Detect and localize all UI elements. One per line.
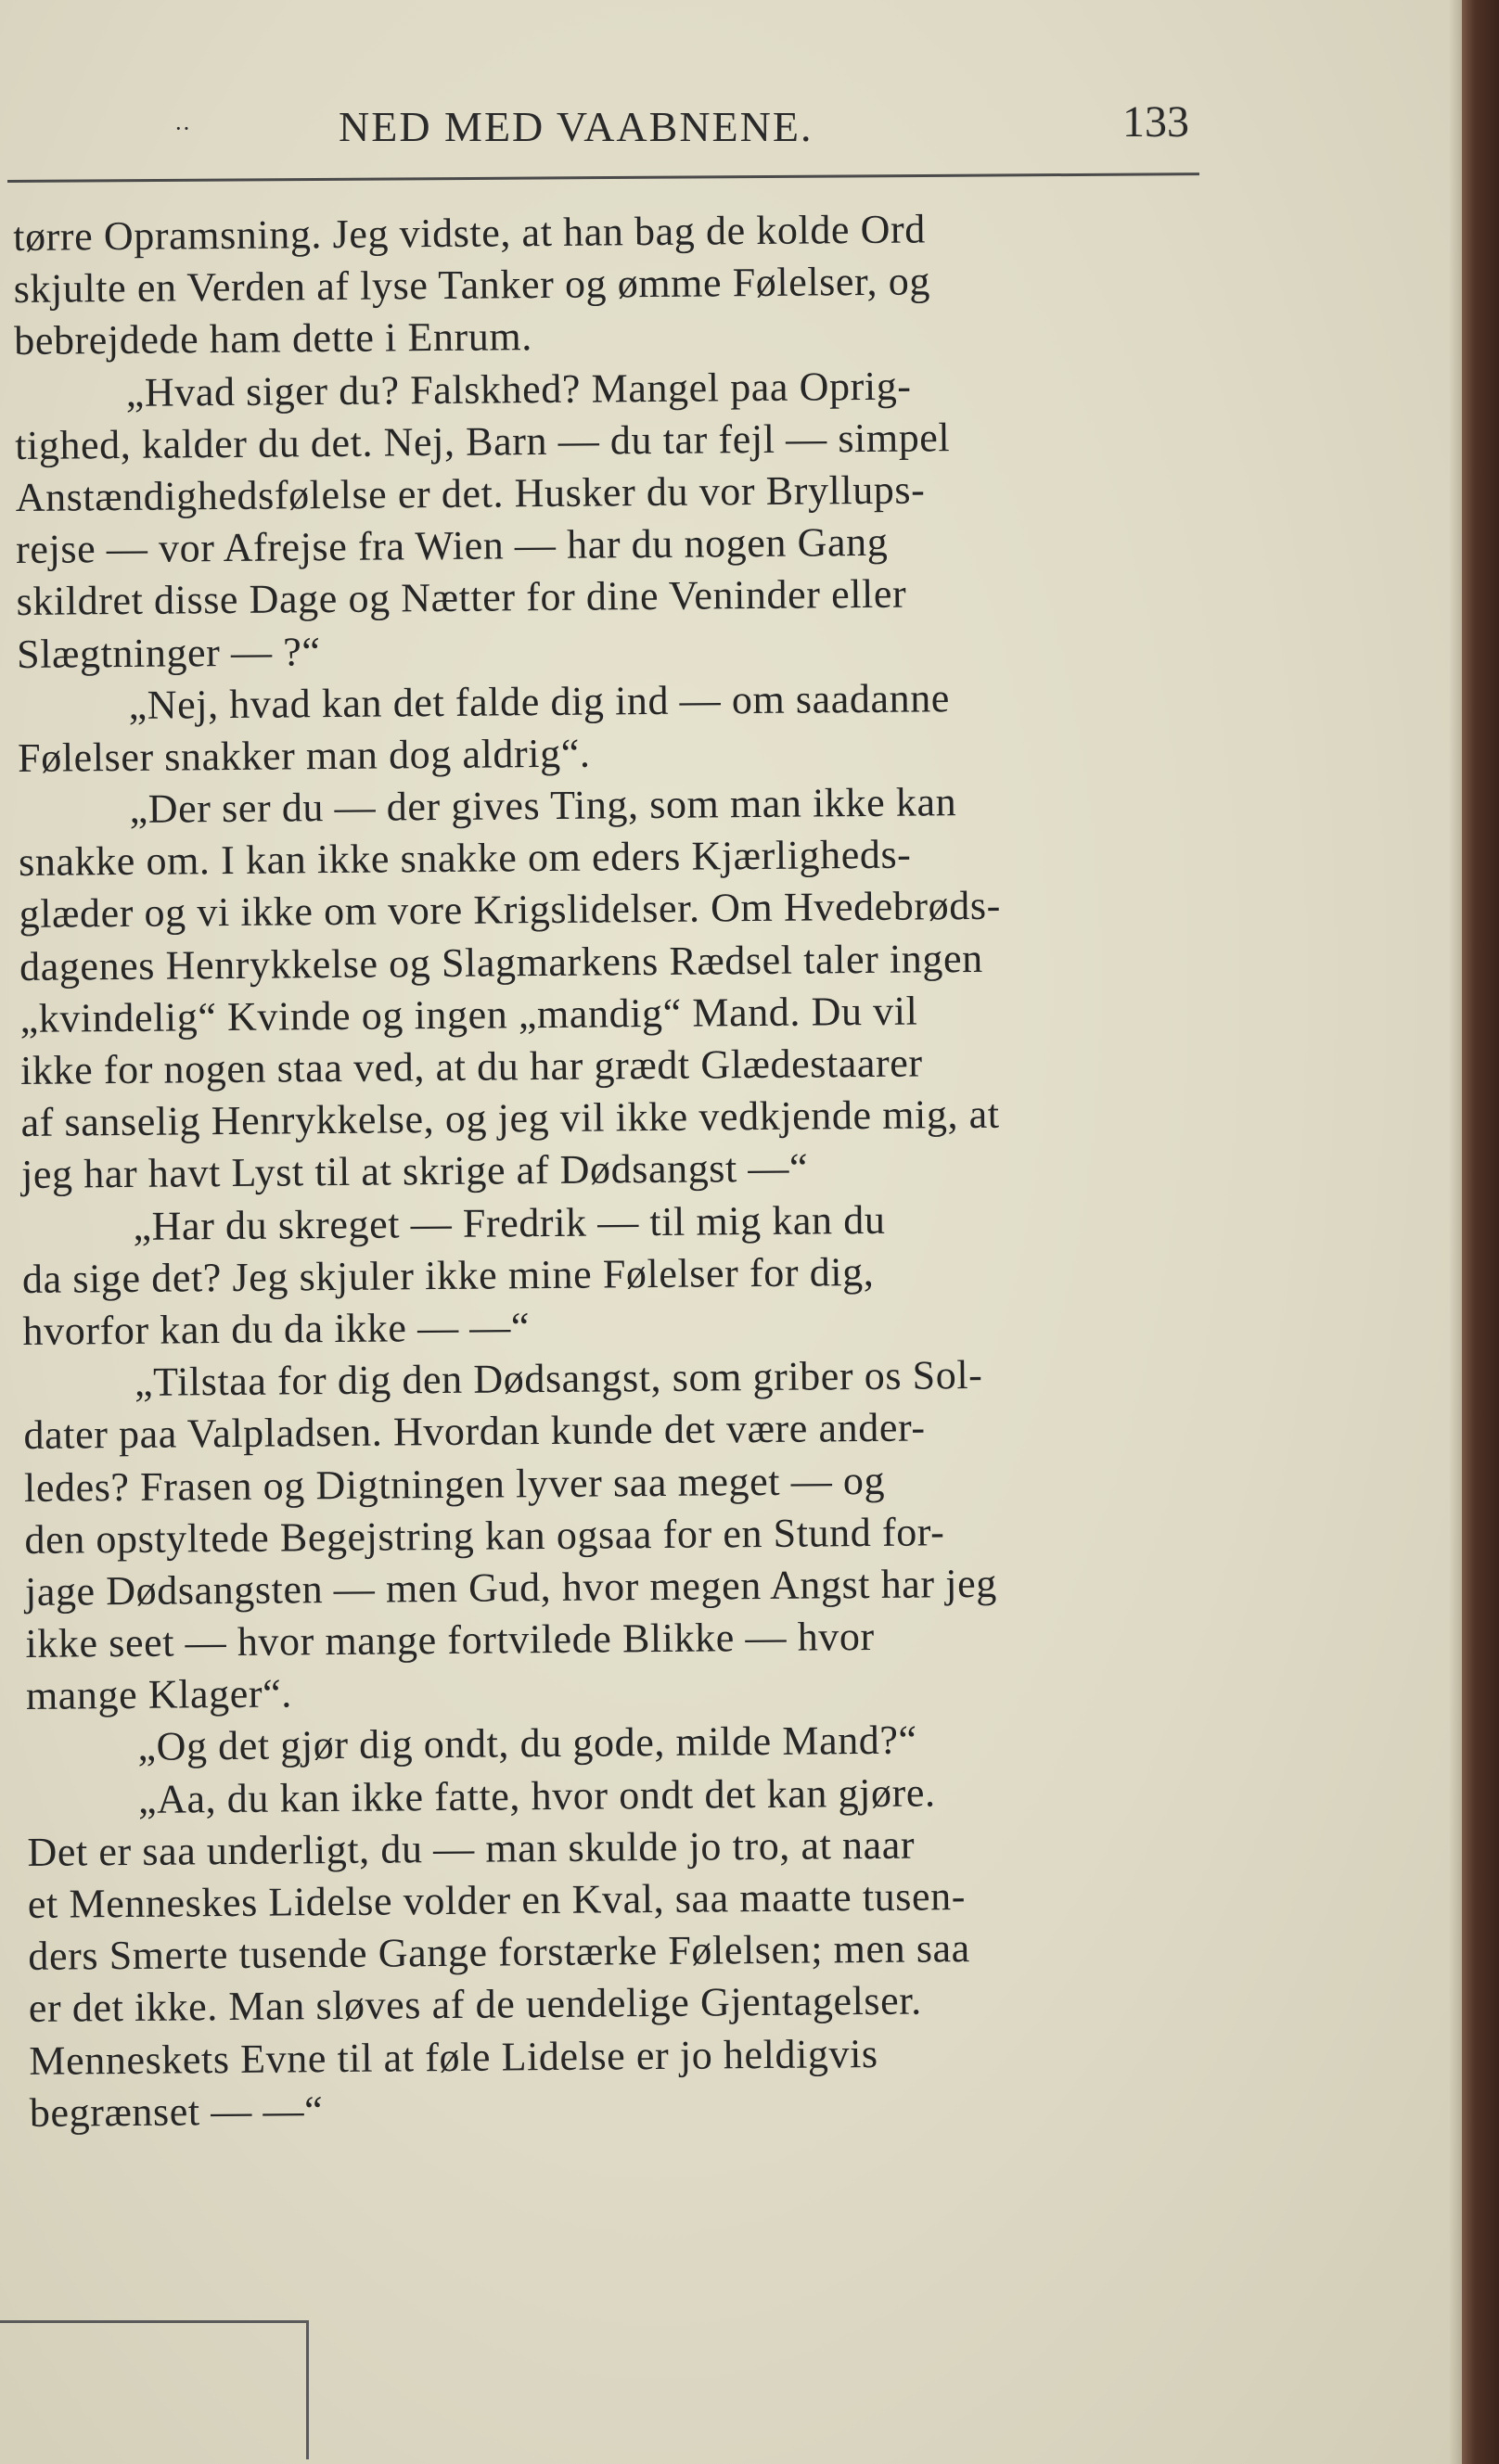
text-line: „Tilstaa for dig den Dødsangst, som griber os Sol- <box>134 1352 983 1406</box>
text-line: „Aa, du kan ikke fatte, hvor ondt det kan gjøre. <box>137 1769 936 1822</box>
text-line: Anstændighedsfølelse er det. Husker du vor Bryllups- <box>15 466 926 520</box>
text-line: Menneskets Evne til at føle Lidelse er jo heldigvis <box>29 2030 878 2084</box>
text-line: er det ikke. Man sløves af de uendelige Gjentagelser. <box>28 1977 922 2032</box>
text-line: „Nej, hvad kan det falde dig ind — om saadanne <box>128 674 951 728</box>
text-line: jage Dødsangsten — men Gud, hvor megen Angst har jeg <box>24 1560 998 1615</box>
text-line: rejse — vor Afrejse fra Wien — har du nogen Gang <box>15 518 889 573</box>
text-line: skildret disse Dage og Nætter for dine Veninder eller <box>16 570 907 625</box>
text-line: ledes? Frasen og Digtningen lyver saa meget — og <box>23 1457 886 1511</box>
text-line: tørre Opramsning. Jeg vidste, at han bag de kolde Ord <box>13 206 927 260</box>
text-line: dater paa Valpladsen. Hvordan kunde det være ander- <box>23 1404 926 1459</box>
corner-rule-horizontal <box>0 2320 308 2323</box>
text-line: Det er saa underligt, du — man skulde jo tro, at naar <box>27 1821 916 1875</box>
header-rule <box>7 172 1199 183</box>
text-line: ikke for nogen staa ved, at du har grædt Glædestaarer <box>19 1040 923 1093</box>
header-mark: ·· <box>174 115 191 142</box>
text-line: dagenes Henrykkelse og Slagmarkens Rædsel taler ingen <box>19 935 983 989</box>
text-line: den opstyltede Begejstring kan ogsaa for en Stund for- <box>24 1508 945 1563</box>
text-line: ders Smerte tusende Gange forstærke Følelsen; men saa <box>28 1925 971 1980</box>
text-line: „Der ser du — der gives Ting, som man ikke kan <box>129 779 957 832</box>
text-line: „Og det gjør dig ondt, du gode, milde Mand?“ <box>137 1717 917 1770</box>
text-line: Slægtninger — ?“ <box>16 628 321 677</box>
text-line: „Hvad siger du? Falskhed? Mangel paa Oprig- <box>125 363 912 415</box>
text-line: Følelser snakker man dog aldrig“. <box>17 730 591 781</box>
book-spine <box>1462 0 1499 2464</box>
text-line: ikke seet — hvor mange fortvilede Blikke — hvor <box>25 1614 875 1667</box>
body-text <box>13 201 1245 2139</box>
text-line: tighed, kalder du det. Nej, Barn — du tar fejl — simpel <box>14 414 951 468</box>
text-line: bebrejdede ham dette i Enrum. <box>14 313 533 364</box>
text-line: snakke om. I kan ikke snakke om eders Kjærligheds- <box>18 831 912 886</box>
running-title: NED MED VAABNENE. <box>339 103 814 150</box>
page-number: 133 <box>1122 97 1189 147</box>
text-line: da sige det? Jeg skjuler ikke mine Følelser for dig, <box>21 1248 875 1302</box>
text-line: begrænset — —“ <box>29 2087 324 2136</box>
text-line: af sanselig Henrykkelse, og jeg vil ikke vedkjende mig, at <box>20 1091 1000 1146</box>
text-line: hvorfor kan du da ikke — —“ <box>22 1304 531 1354</box>
text-line: jeg har havt Lyst til at skrige af Dødsangst —“ <box>20 1144 809 1198</box>
text-line: et Menneskes Lidelse volder en Kval, saa maatte tusen- <box>27 1873 967 1927</box>
text-line: „Har du skreget — Fredrik — til mig kan du <box>133 1196 886 1249</box>
text-line: „kvindelig“ Kvinde og ingen „mandig“ Mand. Du vil <box>19 988 918 1041</box>
text-line: skjulte en Verden af lyse Tanker og ømme Følelser, og <box>13 258 931 313</box>
text-line: glæder og vi ikke om vore Krigslidelser. Om Hvedebrøds- <box>19 883 1002 938</box>
corner-rule-vertical <box>306 2320 309 2459</box>
text-line: mange Klager“. <box>25 1670 293 1719</box>
